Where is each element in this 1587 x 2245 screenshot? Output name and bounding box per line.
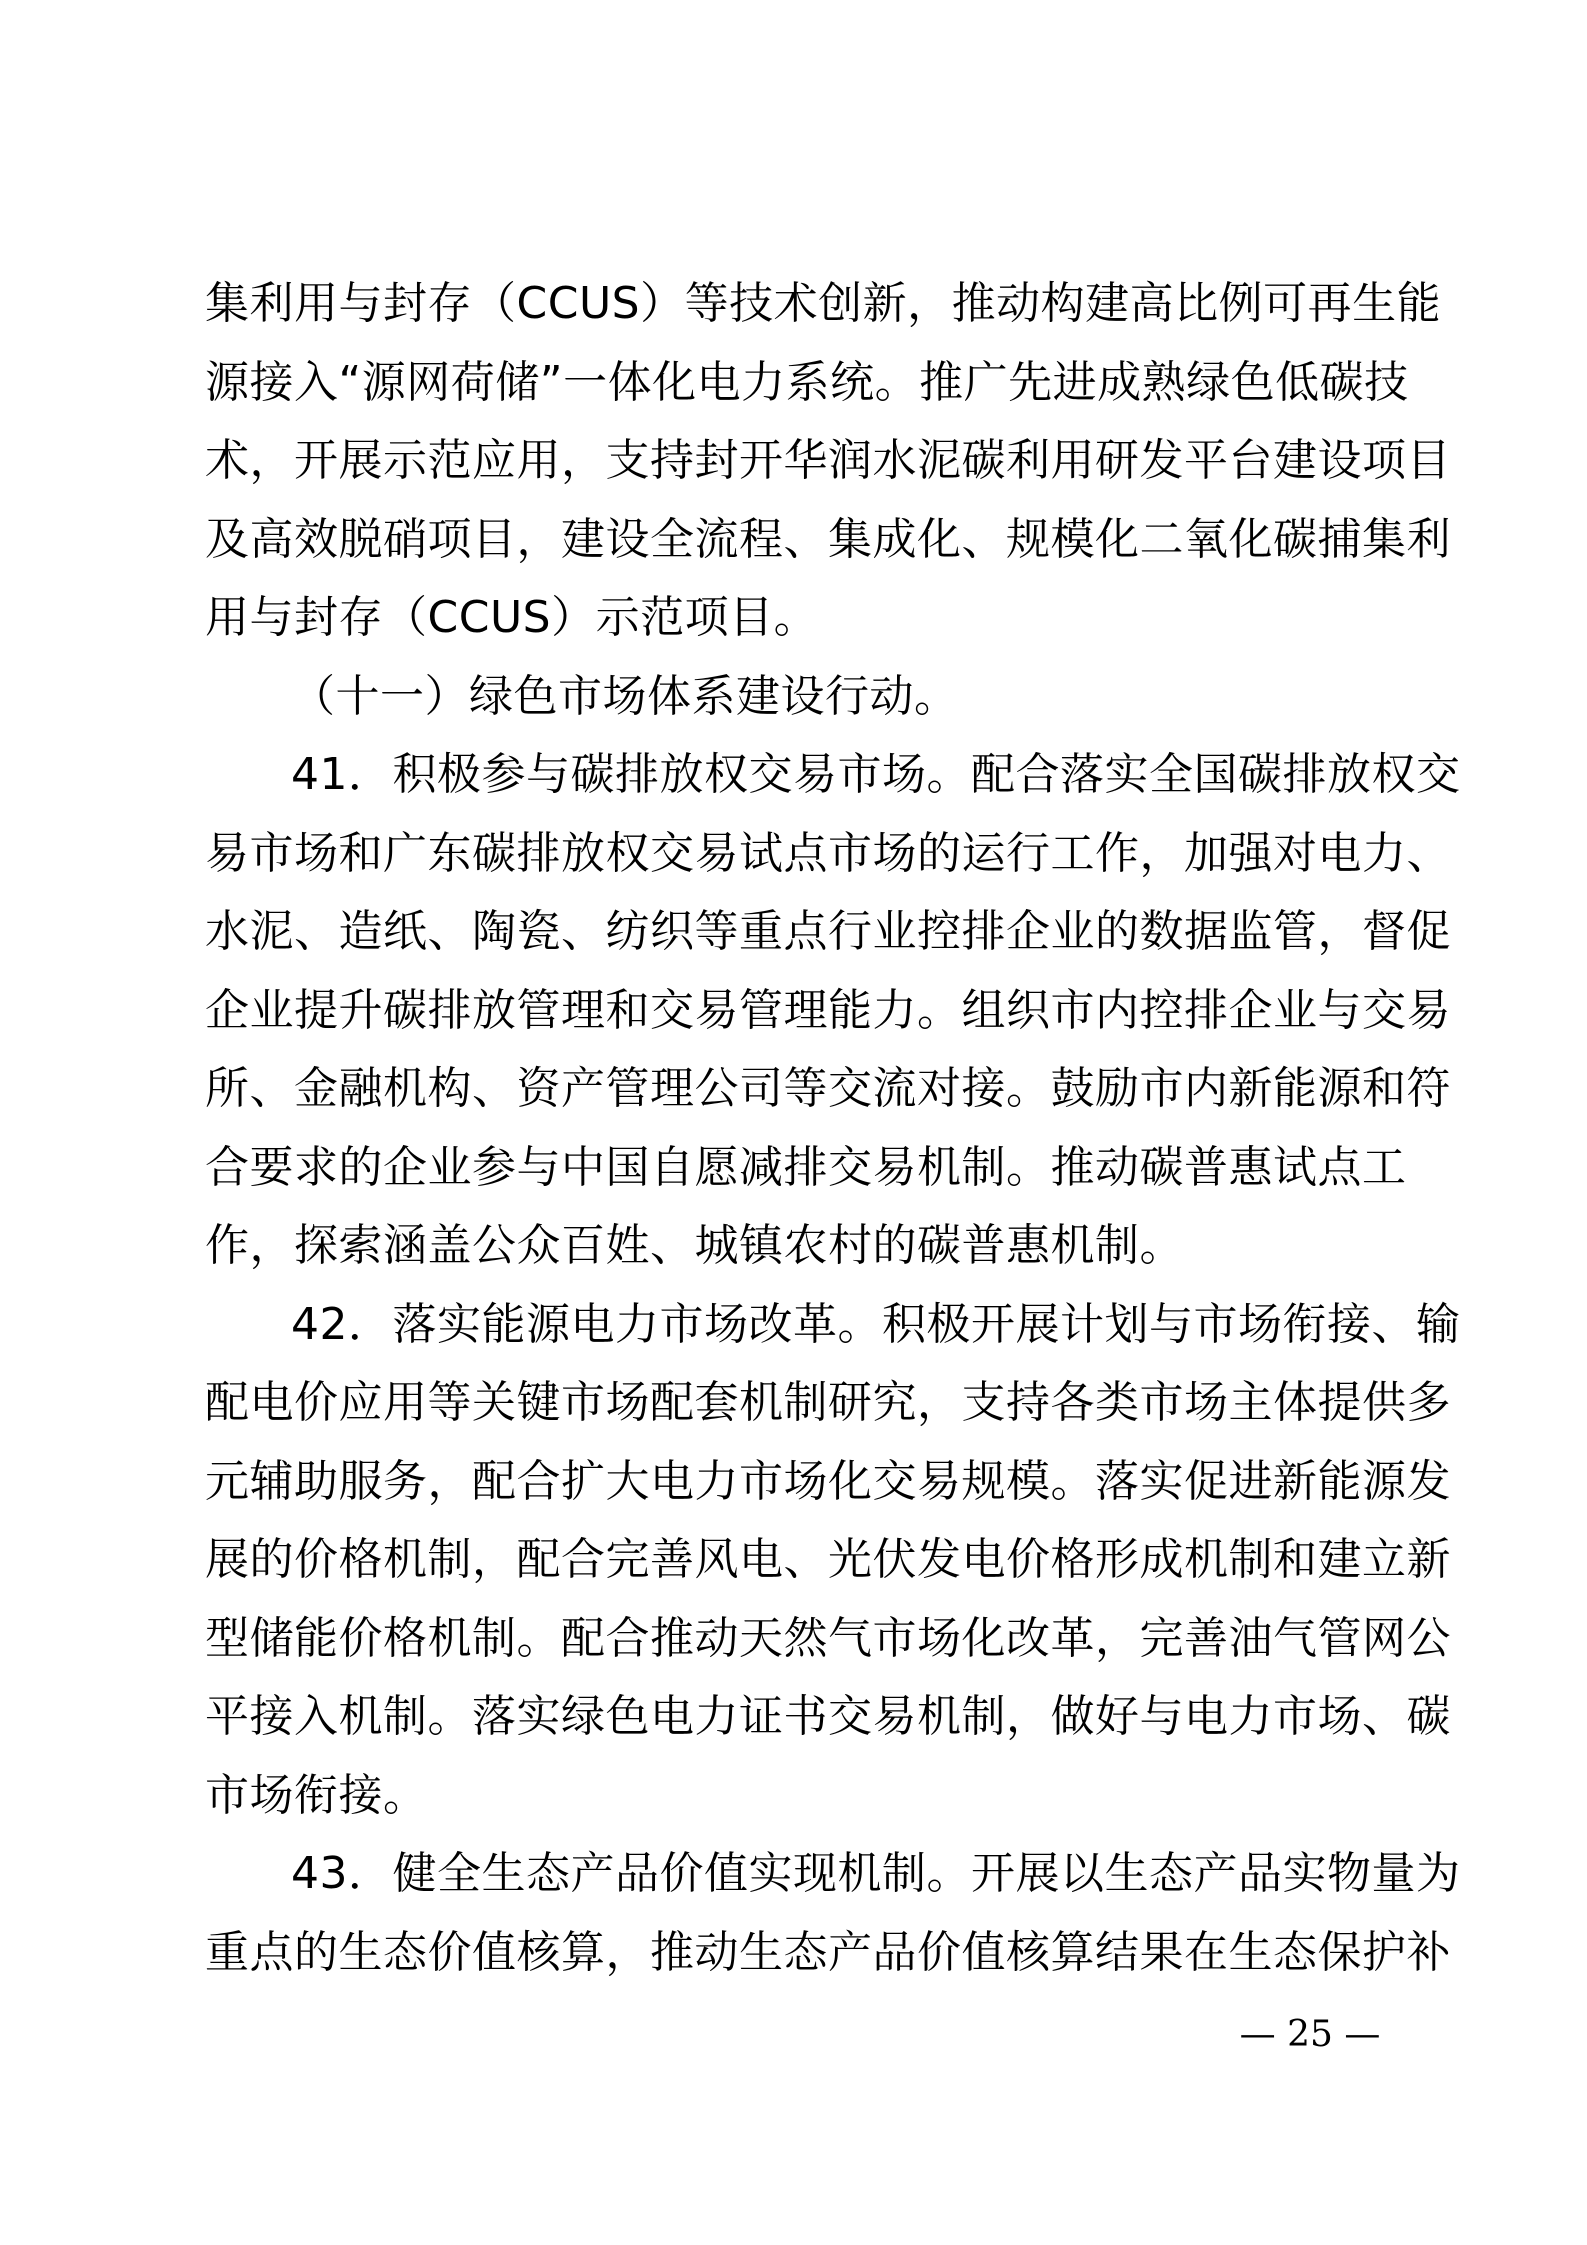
text-line: 用与封存（CCUS）示范项目。	[205, 592, 819, 643]
text-line: 所、金融机构、资产管理公司等交流对接。鼓励市内新能源和符	[205, 1063, 1451, 1114]
text-line: 平接入机制。落实绿色电力证书交易机制，做好与电力市场、碳	[205, 1691, 1451, 1742]
text-line: 市场衔接。	[205, 1769, 428, 1821]
page-number: — 25 —	[1239, 2014, 1381, 2055]
text-line: 作，探索涵盖公众百姓、城镇农村的碳普惠机制。	[205, 1220, 1184, 1271]
text-line: 配电价应用等关键市场配套机制研究，支持各类市场主体提供多	[205, 1377, 1451, 1428]
text-line: 及高效脱硝项目，建设全流程、集成化、规模化二氧化碳捕集利	[205, 513, 1451, 565]
text-line: 合要求的企业参与中国自愿减排交易机制。推动碳普惠试点工	[205, 1141, 1407, 1193]
item-43-heading: 43．健全生态产品价值实现机制。开展以生态产品实物量为	[291, 1848, 1461, 1899]
text-line: 重点的生态价值核算，推动生态产品价值核算结果在生态保护补	[205, 1926, 1451, 1978]
text-line: 元辅助服务，配合扩大电力市场化交易规模。落实促进新能源发	[205, 1455, 1451, 1507]
text-line: 源接入“源网荷储”一体化电力系统。推广先进成熟绿色低碳技	[205, 356, 1409, 408]
text-line: 术，开展示范应用，支持封开华润水泥碳利用研发平台建设项目	[205, 435, 1451, 486]
item-42-heading: 42．落实能源电力市场改革。积极开展计划与市场衔接、输	[291, 1298, 1461, 1350]
text-line: 集利用与封存（CCUS）等技术创新，推动构建高比例可再生能	[205, 278, 1442, 329]
text-line: 易市场和广东碳排放权交易试点市场的运行工作，加强对电力、	[205, 827, 1451, 879]
section-heading: （十一）绿色市场体系建设行动。	[291, 670, 959, 722]
body-text	[205, 265, 1461, 1992]
text-line: 企业提升碳排放管理和交易管理能力。组织市内控排企业与交易	[205, 984, 1451, 1036]
text-line: 型储能价格机制。配合推动天然气市场化改革，完善油气管网公	[205, 1612, 1451, 1664]
item-41-heading: 41．积极参与碳排放权交易市场。配合落实全国碳排放权交	[291, 749, 1461, 800]
text-line: 水泥、造纸、陶瓷、纺织等重点行业控排企业的数据监管，督促	[205, 906, 1451, 957]
text-line: 展的价格机制，配合完善风电、光伏发电价格形成机制和建立新	[205, 1534, 1451, 1585]
